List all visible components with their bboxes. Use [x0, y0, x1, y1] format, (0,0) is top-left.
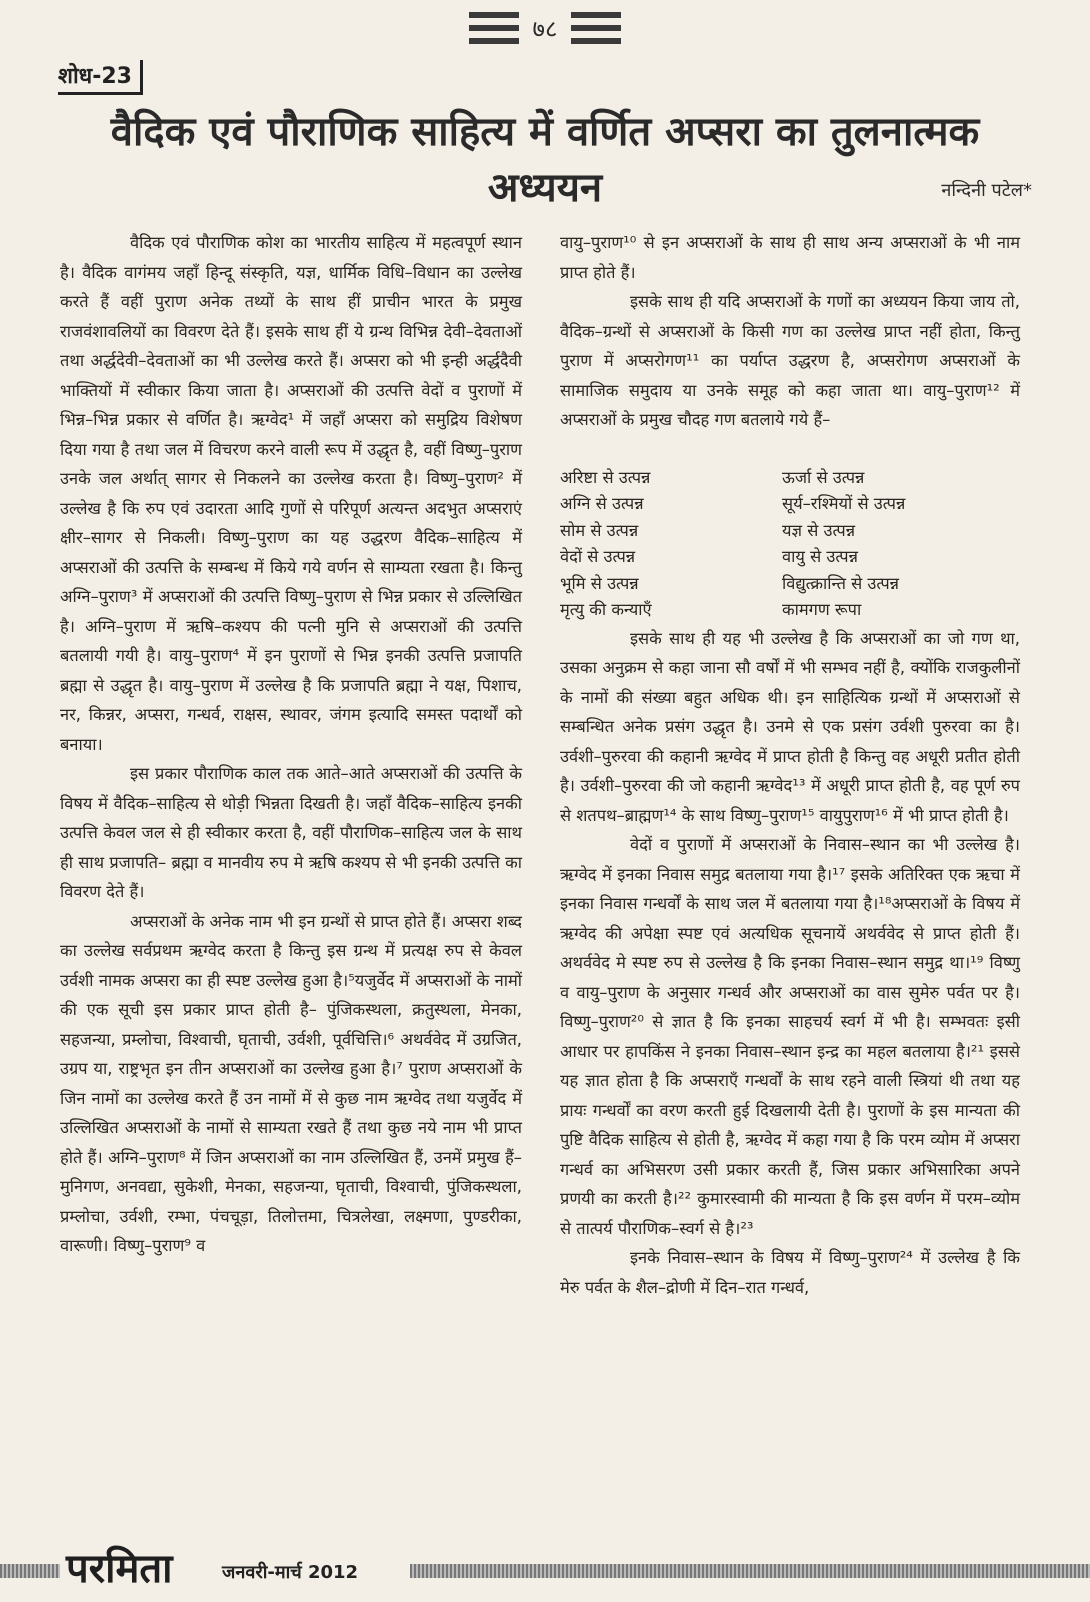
gana-list: [560, 465, 1020, 624]
article-title: वैदिक एवं पौराणिक साहित्य में वर्णित अप्सरा का तुलनात्मक अध्ययन: [110, 109, 980, 211]
gana-item: विद्युत्क्रान्ति से उत्पन्न: [782, 573, 899, 593]
issue-date: जनवरी-मार्च 2012: [222, 1562, 359, 1583]
paragraph: इनके निवास–स्थान के विषय में विष्णु–पुराण²⁴ में उल्लेख है कि मेरु पर्वत के शैल–द्रोणी में दिन–रात गन्धर्व,: [560, 1248, 1020, 1297]
gana-item: वेदों से उत्पन्न: [560, 547, 636, 566]
header-ornament-left: [469, 12, 519, 44]
paragraph: अप्सराओं के अनेक नाम भी इन ग्रन्थों से प्राप्त होते हैं। अप्सरा शब्द का उल्लेख सर्वप्रथम ऋग्वेद करता है किन्तु इस ग्रन्थ में प्रत्यक्ष रुप से केवल उर्वशी नामक अप्सरा का ही स्पष्ट उल्लेख हुआ है।⁵यजुर्वेद में अप्सराओं के नामों की एक सूची इस प्रकार प्राप्त होती है– पुंजिकस्थला, क्रतुस्थला, मेनका, सहजन्या, प्रम्लोचा, विश्वाची, घृताची, उर्वशी, पूर्वचित्ति।⁶ अथर्ववेद में उग्रजित, उग्रप या, राष्ट्रभृत इन तीन अप्सराओं का उल्लेख हुआ है।⁷ पुराण अप्सराओं के जिन नामों का उल्लेख करते हैं उन नामों में से कुछ नाम ऋग्वेद तथा यजुर्वेद में उल्लिखित अप्सराओं के नामों से साम्यता रखते हैं तथा कुछ नये नाम भी प्राप्त होते हैं। अग्नि–पुराण⁸ में जिन अप्सराओं का नाम उल्लिखित हैं, उनमें प्रमुख हैं– मुनिगण, अनवद्या, सुकेशी, मेनका, सहजन्या, घृताची, विश्वाची, पुंजिकस्थला, प्रम्लोचा, उर्वशी, रम्भा, पंचचूड़ा, तिलोत्तमा, चित्रलेखा, लक्ष्मणा, पुण्डरीका, वारूणी। विष्णु–पुराण⁹ व: [60, 911, 522, 1255]
page-number: ७८: [532, 14, 558, 43]
gana-item: सोम से उत्पन्न: [560, 520, 639, 540]
footer-rule-right: [410, 1564, 1090, 1578]
author-name: नन्दिनी पटेल*: [941, 180, 1032, 201]
gana-item: भूमि से उत्पन्न: [560, 573, 639, 593]
paragraph: वैदिक एवं पौराणिक कोश का भारतीय साहित्य में महत्वपूर्ण स्थान है। वैदिक वागंमय जहाँ हिन्दू संस्कृति, यज्ञ, धार्मिक विधि–विधान का उल्लेख करते हैं वहीं पुराण अनेक तथ्यों के साथ हीं प्राचीन भारत के प्रमुख राजवंशावलियों का विवरण देते हैं। इसके साथ हीं ये ग्रन्थ विभिन्न देवी–देवताओं तथा अर्द्धदेवी–देवताओं का भी उल्लेख करते हैं। अप्सरा को भी इन्ही अर्द्धदैवी भाक्तियों में स्वीकार किया जाता है। अप्सराओं की उत्पत्ति वेदों व पुराणों में भिन्न–भिन्न प्रकार से वर्णित है। ऋग्वेद¹ में जहाँ अप्सरा को समुद्रिय विशेषण दिया गया है तथा जल में विचरण करने वाली रूप में उद्धृत है, वहीं विष्णु–पुराण उनके जल अर्थात् सागर से निकलने का उल्लेख करता है। विष्णु–पुराण² में उल्लेख है कि रुप एवं उदारता आदि गुणों से परिपूर्ण अत्यन्त अदभुत अप्सराएं क्षीर–सागर से निकली। विष्णु–पुराण का यह उद्धरण वैदिक–साहित्य में अप्सराओं की उत्पत्ति के सम्बन्ध में किये गये वर्णन से साम्यता रखता है। किन्तु अग्नि–पुराण³ में अप्सराओं की उत्पत्ति विष्णु–पुराण से भिन्न प्रकार से उल्लिखित है। अग्नि–पुराण में ऋषि–कश्यप की पत्नी मुनि से अप्सराओं की उत्पत्ति बतलायी गयी है। वायु–पुराण⁴ में इन पुराणों से भिन्न इनकी उत्पत्ति प्रजापति ब्रह्मा से उद्धृत है। वायु–पुराण में उल्लेख है कि प्रजापति ब्रह्मा ने यक्ष, पिशाच, नर, किन्नर, अप्सरा, गन्धर्व, राक्षस, स्थावर, जंगम इत्यादि समस्त पदार्थों को बनाया।: [60, 233, 522, 754]
gana-item: सूर्य–रश्मियों से उत्पन्न: [782, 494, 906, 513]
header-ornament-right: [571, 12, 621, 44]
gana-item: यज्ञ से उत्पन्न: [782, 520, 856, 540]
section-label: शोध-23: [58, 60, 143, 95]
gana-item: अग्नि से उत्पन्न: [560, 494, 644, 513]
gana-item: ऊर्जा से उत्पन्न: [782, 467, 865, 487]
paragraph: इसके साथ ही यदि अप्सराओं के गणों का अध्ययन किया जाय तो, वैदिक–ग्रन्थों से अप्सराओं के किसी गण का उल्लेख प्राप्त नहीं होता, किन्तु पुराण में अप्सरोगण¹¹ का पर्याप्त उद्धरण है, अप्सरोगण अप्सराओं के सामाजिक समुदाय या उनके समूह को कहा जाता था। वायु–पुराण¹² में अप्सराओं के प्रमुख चौदह गण बतलाये गये हैं–: [560, 292, 1020, 429]
page-header: [0, 4, 1090, 52]
paragraph: इस प्रकार पौराणिक काल तक आते–आते अप्सराओं की उत्पत्ति के विषय में वैदिक–साहित्य से थोड़ी भिन्नता दिखती है। जहाँ वैदिक–साहित्य इनकी उत्पत्ति केवल जल से ही स्वीकार करता है, वहीं पौराणिक–साहित्य जल के साथ ही साथ प्रजापति– ब्रह्मा व मानवीय रुप मे ऋषि कश्यप से भी इनकी उत्पत्ति का विवरण देते हैं।: [60, 764, 522, 901]
footer-rule-left: [0, 1564, 60, 1578]
left-column: [60, 228, 522, 1261]
right-column: [560, 228, 1020, 1302]
journal-name: परमिता: [66, 1546, 173, 1592]
gana-item: वायु से उत्पन्न: [782, 547, 858, 566]
gana-item: अरिष्टा से उत्पन्न: [560, 467, 651, 487]
gana-item: मृत्यु की कन्याएँ: [560, 600, 652, 619]
paragraph: इसके साथ ही यह भी उल्लेख है कि अप्सराओं का जो गण था, उसका अनुक्रम से कहा जाना सौ वर्षों में भी सम्भव नहीं है, क्योंकि राजकुलीनों के नामों की संख्या बहुत अधिक थी। इन साहित्यिक ग्रन्थों में अप्सराओं से सम्बन्धित अनेक प्रसंग उद्धृत है। उनमे से एक प्रसंग उर्वशी पुरुरवा का है। उर्वशी–पुरुरवा की कहानी ऋग्वेद में प्राप्त होती है किन्तु वह अधूरी प्रतीत होती है। उर्वशी–पुरुरवा की जो कहानी ऋग्वेद¹³ में अधूरी प्राप्त होती है, वह पूर्ण रुप से शतपथ–ब्राह्मण¹⁴ के साथ विष्णु–पुराण¹⁵ वायुपुराण¹⁶ में भी प्राप्त होती है।: [560, 628, 1020, 825]
paragraph: वायु–पुराण¹⁰ से इन अप्सराओं के साथ ही साथ अन्य अप्सराओं के भी नाम प्राप्त होते हैं।: [560, 233, 1020, 282]
paragraph: वेदों व पुराणों में अप्सराओं के निवास–स्थान का भी उल्लेख है। ऋग्वेद में इनका निवास समुद्र बतलाया गया है।¹⁷ इसके अतिरिक्त एक ऋचा में इनका निवास गन्धर्वों के साथ जल में बतलाया गया है।¹⁸अप्सराओं के विषय में ऋग्वेद की अपेक्षा स्पष्ट एवं अत्यधिक सूचनायें अथर्ववेद से प्राप्त होती हैं। अथर्ववेद मे स्पष्ट रुप से उल्लेख है कि इनका निवास–स्थान समुद्र था।¹⁹ विष्णु व वायु–पुराण के अनुसार गन्धर्व और अप्सराओं का वास सुमेरु पर्वत पर है। विष्णु–पुराण²⁰ से ज्ञात है कि इनका साहचर्य स्वर्ग में भी है। सम्भवतः इसी आधार पर हापकिंस ने इनका निवास–स्थान इन्द्र का महल बतलाया है।²¹ इससे यह ज्ञात होता है कि अप्सराएँ गन्धर्वों के साथ रहने वाली स्त्रियां थी तथा यह प्रायः गन्धर्वों का वरण करती हुई दिखलायी देती है। पुराणों के इस मान्यता की पुष्टि वैदिक साहित्य से होती है, ऋग्वेद में कहा गया है कि परम व्योम में अप्सरा गन्धर्व का अभिसरण उसी प्रकार करती हैं, जिस प्रकार अभिसारिका अपने प्रणयी का करती है।²² कुमारस्वामी की मान्यता है कि इस वर्णन में परम–व्योम से तात्पर्य पौराणिक–स्वर्ग से है।²³: [560, 835, 1020, 1238]
page-footer: [0, 1540, 1090, 1600]
gana-item: कामगण रूपा: [782, 600, 862, 619]
